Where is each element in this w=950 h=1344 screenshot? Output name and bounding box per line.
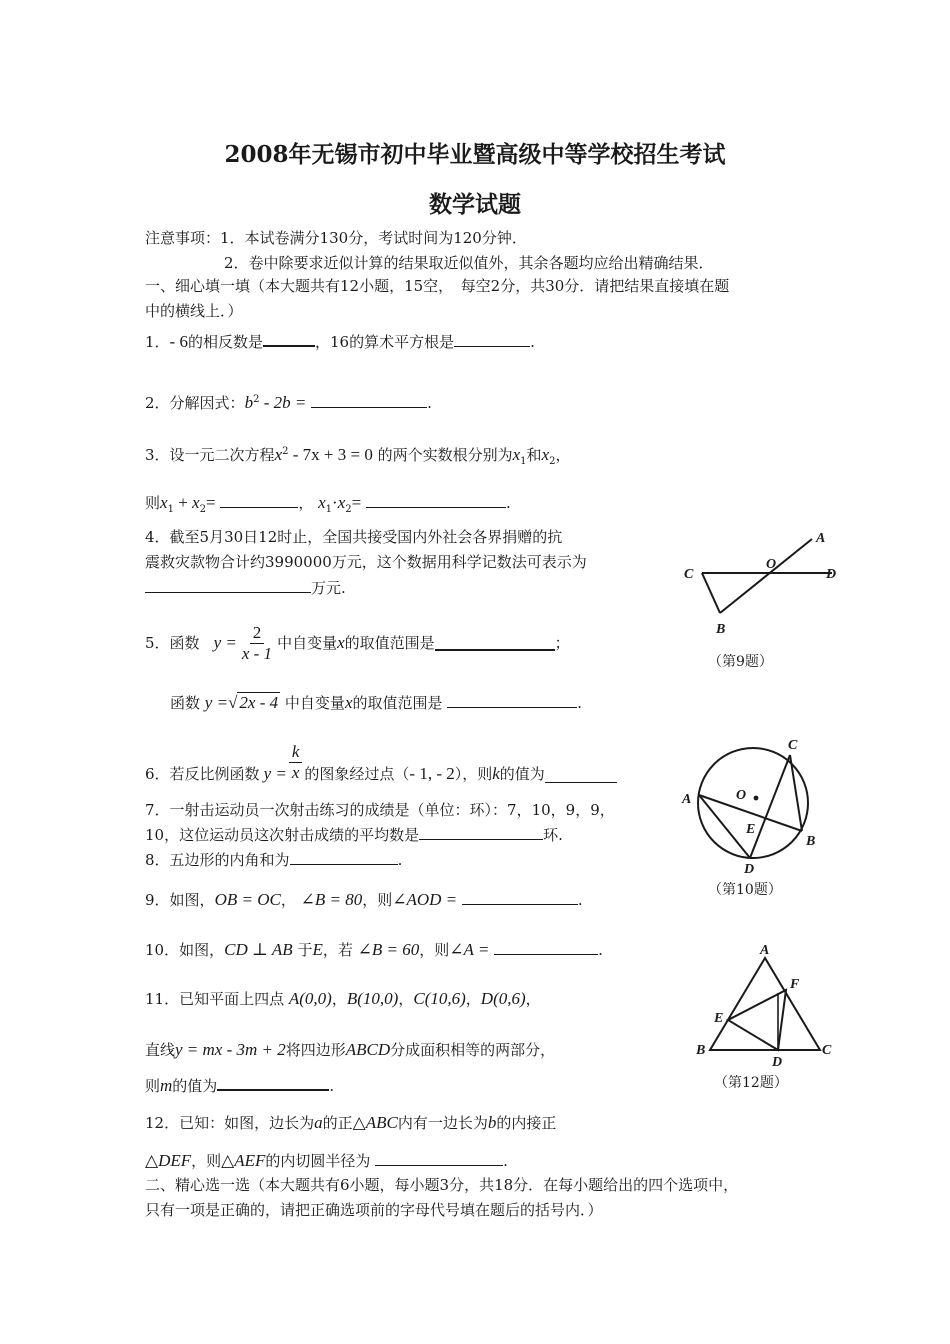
label-a: A [760,943,770,958]
answer-blank[interactable] [290,850,398,865]
line-ba [720,539,812,613]
center-point [754,796,759,801]
label-e: E [746,822,756,837]
section2-line-2: 只有一项是正确的，请把正确选项前的字母代号填在题后的括号内．） [145,1201,603,1219]
answer-blank[interactable] [447,693,577,708]
answer-blank[interactable] [366,493,506,508]
question-3-line-2: 则$x_1 + x_2=$ ， $x_1\cdot x_2=$ . [145,493,511,515]
label-e: E [714,1011,724,1026]
answer-blank[interactable] [462,890,578,905]
label-a: A [682,792,692,807]
figure-12-caption: （第12题） [714,1075,788,1091]
answer-blank[interactable] [494,940,598,955]
page-subtitle: 数学试题 [429,191,521,218]
notes-line-1: 注意事项：1．本试卷满分130分，考试时间为120分钟． [145,229,527,247]
answer-blank[interactable] [375,1151,503,1166]
label-o: O [766,557,777,572]
label-b: B [806,834,816,849]
answer-blank[interactable] [145,578,311,593]
question-8: 8．五边形的内角和为 . [145,851,403,869]
question-5-line-2: 函数 y =√ 2x - 4 中自变量x的取值范围是 . [170,693,583,712]
question-11-line-2: 直线y = mx - 3m + 2将四边形ABCD分成面积相等的两部分， [145,1040,556,1059]
label-c: C [684,567,694,582]
question-6: 6． 若反比例函数 y = $\frac{k}{x}$ 的图象经过点（ - 1, - 2 ），则 k 的值为 [145,739,617,783]
label-d: D [744,862,755,877]
question-4-line-2: 震救灾款物合计约3990000万元，这个数据用科学记数法可表示为 [145,553,587,571]
label-c: C [822,1043,832,1058]
question-11: 11．已知平面上四点 A(0,0)，B(10,0)，C(10,6)，D(0,6)， [145,989,541,1008]
question-10: 10．如图，CD ⊥ AB 于E，若 ∠B = 60，则∠A = . [145,940,603,959]
answer-blank[interactable] [419,825,543,840]
label-a: A [816,531,826,546]
question-1: 1．- 6的相反数是 ，16的算术平方根是 . [145,332,535,351]
answer-blank[interactable] [435,635,555,651]
figure-12 [688,940,838,1075]
answer-blank[interactable] [263,331,315,347]
answer-blank[interactable] [217,1075,329,1091]
question-4-line-1: 4．截至5月30日12时止，全国共接受国内外社会各界捐赠的抗 [145,528,563,546]
label-b: B [716,622,726,637]
question-7-line-2: 10，这位运动员这次射击成绩的平均数是 环. [145,826,563,844]
question-3: 3．设一元二次方程$x^2 - 7x + 3 = 0$ 的两个实数根分别为$x_1$和$x_2$， [145,445,571,467]
question-4-line-3: 万元. [145,578,346,597]
line-cb [702,573,720,613]
notes-line-2: 2．卷中除要求近似计算的结果取近似值外，其余各题均应给出精确结果． [224,254,714,272]
triangle-abc [710,958,820,1050]
answer-blank[interactable] [545,768,617,783]
question-12: 12．已知：如图，边长为a的正△ABC内有一边长为b的内接正 [145,1113,557,1132]
figure-10 [676,733,836,878]
section1-line-1: 一、细心填一填（本大题共有12小题，15空， 每空2分，共30分．请把结果直接填在题 [145,277,730,295]
label-c: C [788,738,798,753]
label-d: D [772,1055,783,1070]
figure-10-caption: （第10题） [708,882,782,898]
figure-9-caption: （第9题） [708,654,773,670]
label-d: D [826,567,837,582]
line-cd [750,755,790,858]
answer-blank[interactable] [220,493,298,508]
question-9: 9．如图，OB = OC， ∠B = 80，则∠AOD = . [145,890,583,909]
question-7-line-1: 7．一射击运动员一次射击练习的成绩是（单位：环）：7，10，9，9， [145,801,615,819]
answer-blank[interactable] [311,393,427,408]
line-cb [790,755,802,831]
section2-line-1: 二、精心选一选（本大题共有6小题，每小题3分，共18分．在每小题给出的四个选项中， [145,1176,739,1194]
question-11-line-3: 则m的值为 . [145,1076,335,1095]
question-2: 2．分解因式：$b^2 - 2b$ = . [145,393,432,412]
figure-9 [676,525,846,645]
label-f: F [790,977,800,992]
section1-line-2: 中的横线上．） [145,302,243,320]
page-title: 2008年无锡市初中毕业暨高级中等学校招生考试 [224,141,726,168]
question-5: 5． 函数 y = $\frac{2}{x - 1}$ 中自变量 x 的取值范围是 ； [145,622,570,663]
question-12-line-2: △DEF，则△AEF的内切圆半径为 . [145,1151,508,1170]
label-o: O [736,788,747,803]
label-b: B [696,1043,706,1058]
answer-blank[interactable] [454,332,530,347]
